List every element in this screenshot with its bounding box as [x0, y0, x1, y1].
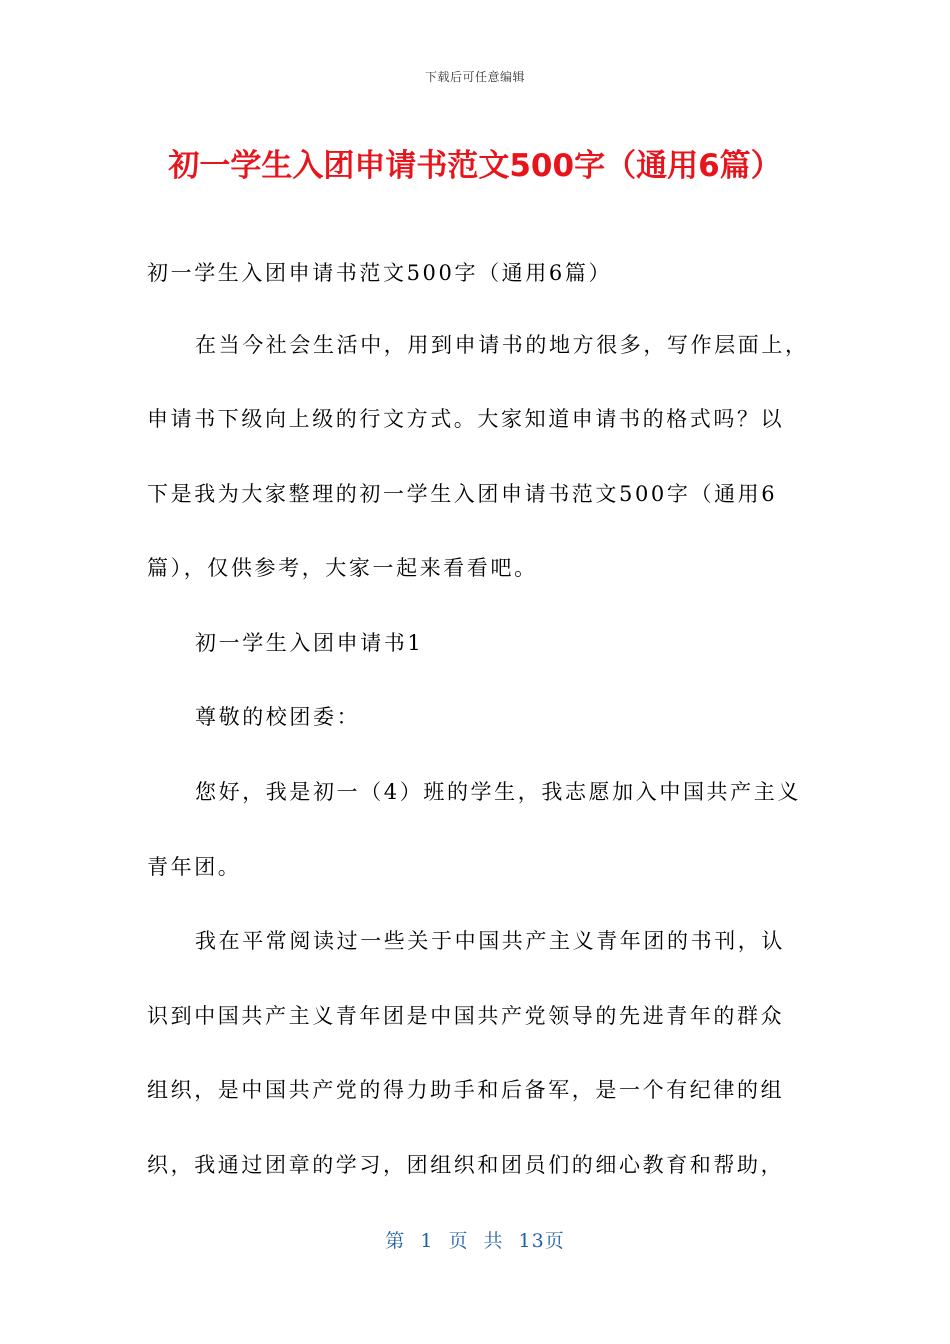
- salutation: 尊敬的校团委：: [195, 705, 361, 729]
- subtitle-line: 初一学生入团申请书范文500字（通用6篇）: [147, 261, 613, 285]
- page-number-footer: 第 1 页 共 13页: [385, 1230, 565, 1252]
- paragraph-line: 织，我通过团章的学习，团组织和团员们的细心教育和帮助，: [147, 1153, 785, 1177]
- paragraph-line: 篇），仅供参考，大家一起来看看吧。: [147, 556, 538, 580]
- paragraph-line: 下是我为大家整理的初一学生入团申请书范文500字（通用6: [147, 482, 778, 506]
- paragraph-line: 申请书下级向上级的行文方式。大家知道申请书的格式吗？以: [147, 407, 785, 431]
- header-note: 下载后可任意编辑: [424, 70, 525, 84]
- paragraph-line: 在当今社会生活中，用到申请书的地方很多，写作层面上，: [195, 333, 809, 357]
- paragraph-line: 青年团。: [147, 855, 242, 879]
- section-heading: 初一学生入团申请书1: [195, 631, 424, 655]
- paragraph-line: 识到中国共产主义青年团是中国共产党领导的先进青年的群众: [147, 1004, 785, 1028]
- document-title: 初一学生入团申请书范文500字（通用6篇）: [168, 148, 782, 184]
- paragraph-line: 我在平常阅读过一些关于中国共产主义青年团的书刊，认: [195, 929, 785, 953]
- paragraph-line: 您好，我是初一（4）班的学生，我志愿加入中国共产主义: [195, 780, 801, 804]
- paragraph-line: 组织，是中国共产党的得力助手和后备军，是一个有纪律的组: [147, 1078, 785, 1102]
